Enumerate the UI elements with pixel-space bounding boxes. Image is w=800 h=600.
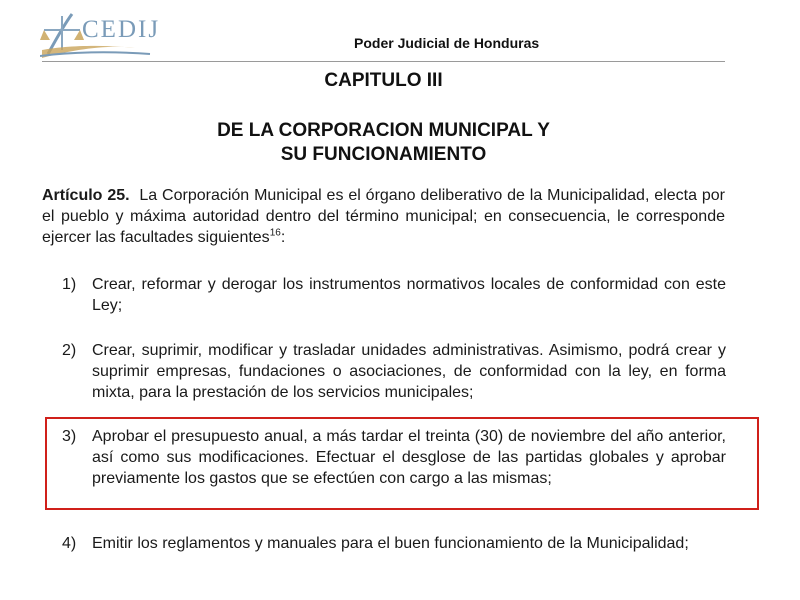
list-item-text: Aprobar el presupuesto anual, a más tardar el treinta (30) de noviembre del año anterior, así como sus modificaciones. Efectuar el desglose de las partidas globales y aprobar previamente los gastos que se efectúen con cargo a las mismas; [92, 428, 726, 487]
list-item-text: Crear, reformar y derogar los instrumentos normativos locales de conformidad con este Ley; [92, 276, 726, 314]
list-item [62, 533, 726, 554]
list-item [62, 340, 726, 403]
article-label: Artículo 25. [42, 187, 130, 204]
logo-text: CEDIJ [82, 16, 161, 43]
footnote-reference[interactable]: 16 [269, 227, 281, 239]
chapter-title: CAPITULO III [324, 70, 443, 91]
list-item-number: 3) [62, 428, 77, 445]
list-item-number: 2) [62, 342, 77, 359]
list-item-number: 1) [62, 276, 77, 293]
list-item-text: Emitir los reglamentos y manuales para el buen funcionamiento de la Municipalidad; [92, 535, 689, 552]
header-title: Poder Judicial de Honduras [354, 35, 540, 51]
header-divider [42, 61, 725, 62]
list-item [62, 274, 726, 316]
article-text: La Corporación Municipal es el órgano deliberativo de la Municipalidad, electa por el pueblo y máxima autoridad dentro del término municipal; en consecuencia, le corresponde ejercer las facultades siguientes [42, 187, 725, 246]
section-title-line-2: SU FUNCIONAMIENTO [280, 144, 487, 165]
article-25-paragraph [42, 185, 725, 248]
list-item-text: Crear, suprimir, modificar y trasladar unidades administrativas. Asimismo, podrá crear y suprimir empresas, fundaciones o asociaciones, de conformidad con la ley, en forma mixta, para la prestación de los servicios municipales; [92, 342, 726, 401]
cedij-logo [40, 10, 190, 60]
list-item-highlighted [62, 426, 726, 489]
document-header [0, 0, 800, 70]
article-suffix: : [280, 229, 286, 246]
section-title [42, 119, 725, 167]
list-item-number: 4) [62, 535, 77, 552]
section-title-line-1: DE LA CORPORACION MUNICIPAL Y [217, 120, 550, 141]
